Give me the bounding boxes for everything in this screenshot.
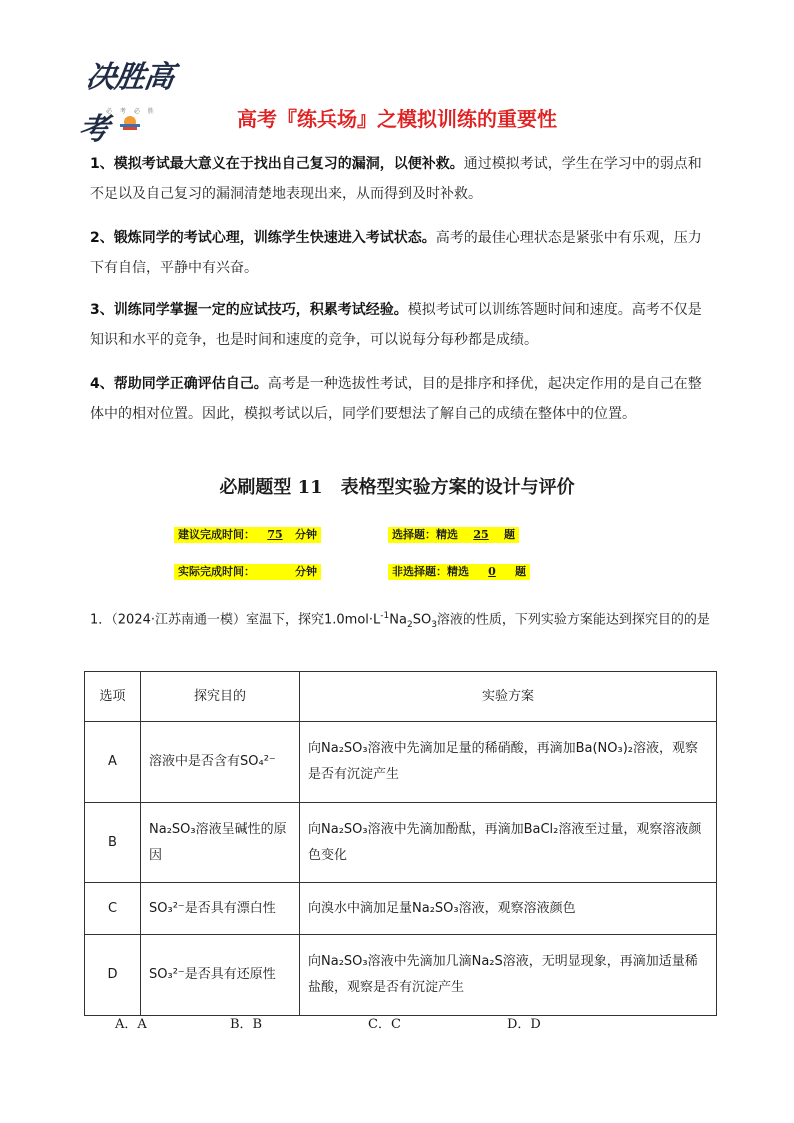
paragraph-4-body: 高考是一种选拔性考试，目的是排序和择优，起决定作用的是自己在整体中的相对位置。因此，模拟考试以后，同学们要想法了解自己的成绩在整体中的位置。 bbox=[90, 376, 702, 422]
non-choice-count bbox=[388, 564, 530, 580]
row-goal: 溶液中是否含有SO₄²⁻ bbox=[141, 722, 300, 803]
suggested-time-label: 建议完成时间： bbox=[178, 528, 255, 541]
actual-time-unit: 分钟 bbox=[295, 565, 317, 578]
answer-choice-c[interactable]: C．C bbox=[368, 1017, 401, 1032]
suggested-time-value: 75 bbox=[267, 528, 283, 541]
paragraph-2 bbox=[90, 223, 715, 283]
non-choice-count-unit: 题 bbox=[515, 565, 526, 578]
choice-count-unit: 题 bbox=[504, 528, 515, 541]
row-goal: SO₃²⁻是否具有还原性 bbox=[141, 935, 300, 1016]
section-title: 必刷题型 11 表格型实验方案的设计与评价 bbox=[219, 477, 575, 498]
choice-count-label: 选择题：精选 bbox=[392, 528, 458, 541]
answer-choice-b[interactable]: B．B bbox=[230, 1017, 263, 1032]
paragraph-3 bbox=[90, 295, 715, 355]
row-plan: 向Na₂SO₃溶液中先滴加酚酞，再滴加BaCl₂溶液至过量，观察溶液颜色变化 bbox=[300, 803, 717, 883]
row-goal: SO₃²⁻是否具有漂白性 bbox=[141, 883, 300, 935]
logo-subtext: 必 考 必 胜 bbox=[106, 108, 157, 115]
question-na: Na bbox=[389, 612, 407, 628]
paragraph-1 bbox=[90, 149, 715, 209]
row-goal: Na₂SO₃溶液呈碱性的原因 bbox=[141, 803, 300, 883]
row-option: C bbox=[85, 883, 141, 935]
paragraph-3-lead: 3、训练同学掌握一定的应试技巧，积累考试经验。 bbox=[90, 302, 408, 318]
paragraph-1-lead: 1、模拟考试最大意义在于找出自己复习的漏洞，以便补救。 bbox=[90, 156, 464, 172]
paragraph-1-body: 通过模拟考试，学生在学习中的弱点和不足以及自己复习的漏洞清楚地表现出来，从而得到及时补救。 bbox=[90, 156, 702, 202]
paragraph-4 bbox=[90, 369, 715, 429]
paragraph-4-lead: 4、帮助同学正确评估自己。 bbox=[90, 376, 268, 392]
table-row bbox=[85, 935, 717, 1016]
experiment-table bbox=[84, 671, 717, 1016]
paragraph-2-body: 高考的最佳心理状态是紧张中有乐观，压力下有自信，平静中有兴奋。 bbox=[90, 230, 702, 276]
row-plan: 向溴水中滴加足量Na₂SO₃溶液，观察溶液颜色 bbox=[300, 883, 717, 935]
non-choice-count-value: 0 bbox=[488, 565, 496, 578]
row-option: B bbox=[85, 803, 141, 883]
table-header-row bbox=[85, 672, 717, 722]
answer-choice-a[interactable]: A．A bbox=[115, 1017, 147, 1032]
header-option: 选项 bbox=[85, 672, 141, 722]
paragraph-2-lead: 2、锻炼同学的考试心理，训练学生快速进入考试状态。 bbox=[90, 230, 436, 246]
suggested-time bbox=[174, 527, 321, 543]
logo-text: 决胜高考 bbox=[76, 60, 176, 147]
row-plan: 向Na₂SO₃溶液中先滴加几滴Na₂S溶液，无明显现象，再滴加适量稀盐酸，观察是否有沉淀产生 bbox=[300, 935, 717, 1016]
paragraph-3-body: 模拟考试可以训练答题时间和速度。高考不仅是知识和水平的竞争，也是时间和速度的竞争，可以说每分每秒都是成绩。 bbox=[90, 302, 702, 348]
question-so: SO bbox=[412, 612, 432, 628]
row-option: A bbox=[85, 722, 141, 803]
question-prefix: 1．（2024·江苏南通一模）室温下，探究1.0mol·L bbox=[90, 612, 381, 628]
row-option: D bbox=[85, 935, 141, 1016]
actual-time-label: 实际完成时间： bbox=[178, 565, 255, 578]
choice-count bbox=[388, 527, 519, 543]
actual-time bbox=[174, 564, 321, 580]
answer-choices bbox=[0, 1013, 794, 1033]
suggested-time-unit: 分钟 bbox=[295, 528, 317, 541]
row-plan: 向Na₂SO₃溶液中先滴加足量的稀硝酸，再滴加Ba(NO₃)₂溶液，观察是否有沉淀产生 bbox=[300, 722, 717, 803]
table-row bbox=[85, 722, 717, 803]
choice-count-value: 25 bbox=[473, 528, 489, 541]
table-row bbox=[85, 803, 717, 883]
question-stem: 1．（2024·江苏南通一模）室温下，探究$1.0mol\cdot L^{-1}Na_2SO_3$溶液的性质，下列实验方案能达到探究目的的是 bbox=[90, 611, 710, 630]
header-plan: 实验方案 bbox=[300, 672, 717, 722]
question-suffix: 溶液的性质，下列实验方案能达到探究目的的是 bbox=[436, 612, 710, 628]
page-title: 高考『练兵场』之模拟训练的重要性 bbox=[237, 107, 557, 131]
table-row bbox=[85, 883, 717, 935]
non-choice-count-label: 非选择题：精选 bbox=[392, 565, 469, 578]
header-goal: 探究目的 bbox=[141, 672, 300, 722]
answer-choice-d[interactable]: D．D bbox=[507, 1017, 541, 1032]
question-unit-sup: -1 bbox=[380, 611, 390, 621]
